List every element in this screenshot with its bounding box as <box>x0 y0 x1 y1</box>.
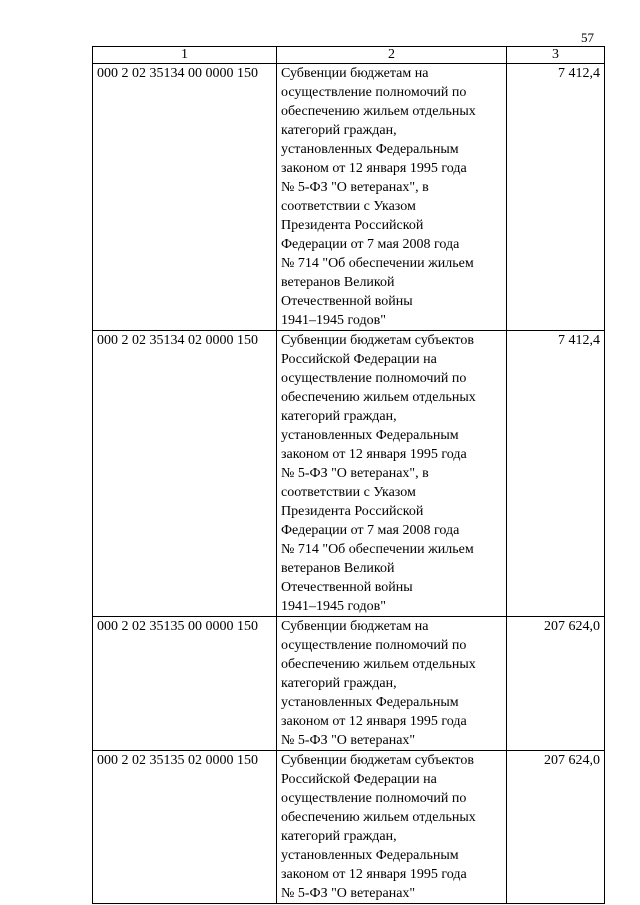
table-row <box>93 617 605 751</box>
row-code: 000 2 02 35134 02 0000 150 <box>93 331 277 617</box>
row-code: 000 2 02 35135 00 0000 150 <box>93 617 277 751</box>
page-number: 57 <box>581 30 594 45</box>
table-row <box>93 64 605 331</box>
row-code: 000 2 02 35134 00 0000 150 <box>93 64 277 331</box>
row-description: Субвенции бюджетам субъектов Российской Федерации на осуществление полномочий по обеспечению жильем отдельных категорий граждан, установленных Федеральным законом от 12 января 1995 года № 5-ФЗ "О ветеранах", в соответствии с Указом Президента Российской Федерации от 7 мая 2008 года № 714 "Об обеспечении жильем ветеранов Великой Отечественной войны 1941–1945 годов" <box>277 331 507 617</box>
table-row <box>93 751 605 904</box>
row-amount: 207 624,0 <box>507 751 605 904</box>
table-row <box>93 331 605 617</box>
table-header-row <box>93 47 605 64</box>
row-amount: 7 412,4 <box>507 331 605 617</box>
row-amount: 7 412,4 <box>507 64 605 331</box>
row-code: 000 2 02 35135 02 0000 150 <box>93 751 277 904</box>
budget-table <box>92 46 605 904</box>
row-description: Субвенции бюджетам субъектов Российской Федерации на осуществление полномочий по обеспечению жильем отдельных категорий граждан, установленных Федеральным законом от 12 января 1995 года № 5-ФЗ "О ветеранах" <box>277 751 507 904</box>
column-header-description: 2 <box>277 47 507 64</box>
row-description: Субвенции бюджетам на осуществление полномочий по обеспечению жильем отдельных категорий граждан, установленных Федеральным законом от 12 января 1995 года № 5-ФЗ "О ветеранах" <box>277 617 507 751</box>
row-description: Субвенции бюджетам на осуществление полномочий по обеспечению жильем отдельных категорий граждан, установленных Федеральным законом от 12 января 1995 года № 5-ФЗ "О ветеранах", в соответствии с Указом Президента Российской Федерации от 7 мая 2008 года № 714 "Об обеспечении жильем ветеранов Великой Отечественной войны 1941–1945 годов" <box>277 64 507 331</box>
row-amount: 207 624,0 <box>507 617 605 751</box>
column-header-code: 1 <box>93 47 277 64</box>
column-header-amount: 3 <box>507 47 605 64</box>
